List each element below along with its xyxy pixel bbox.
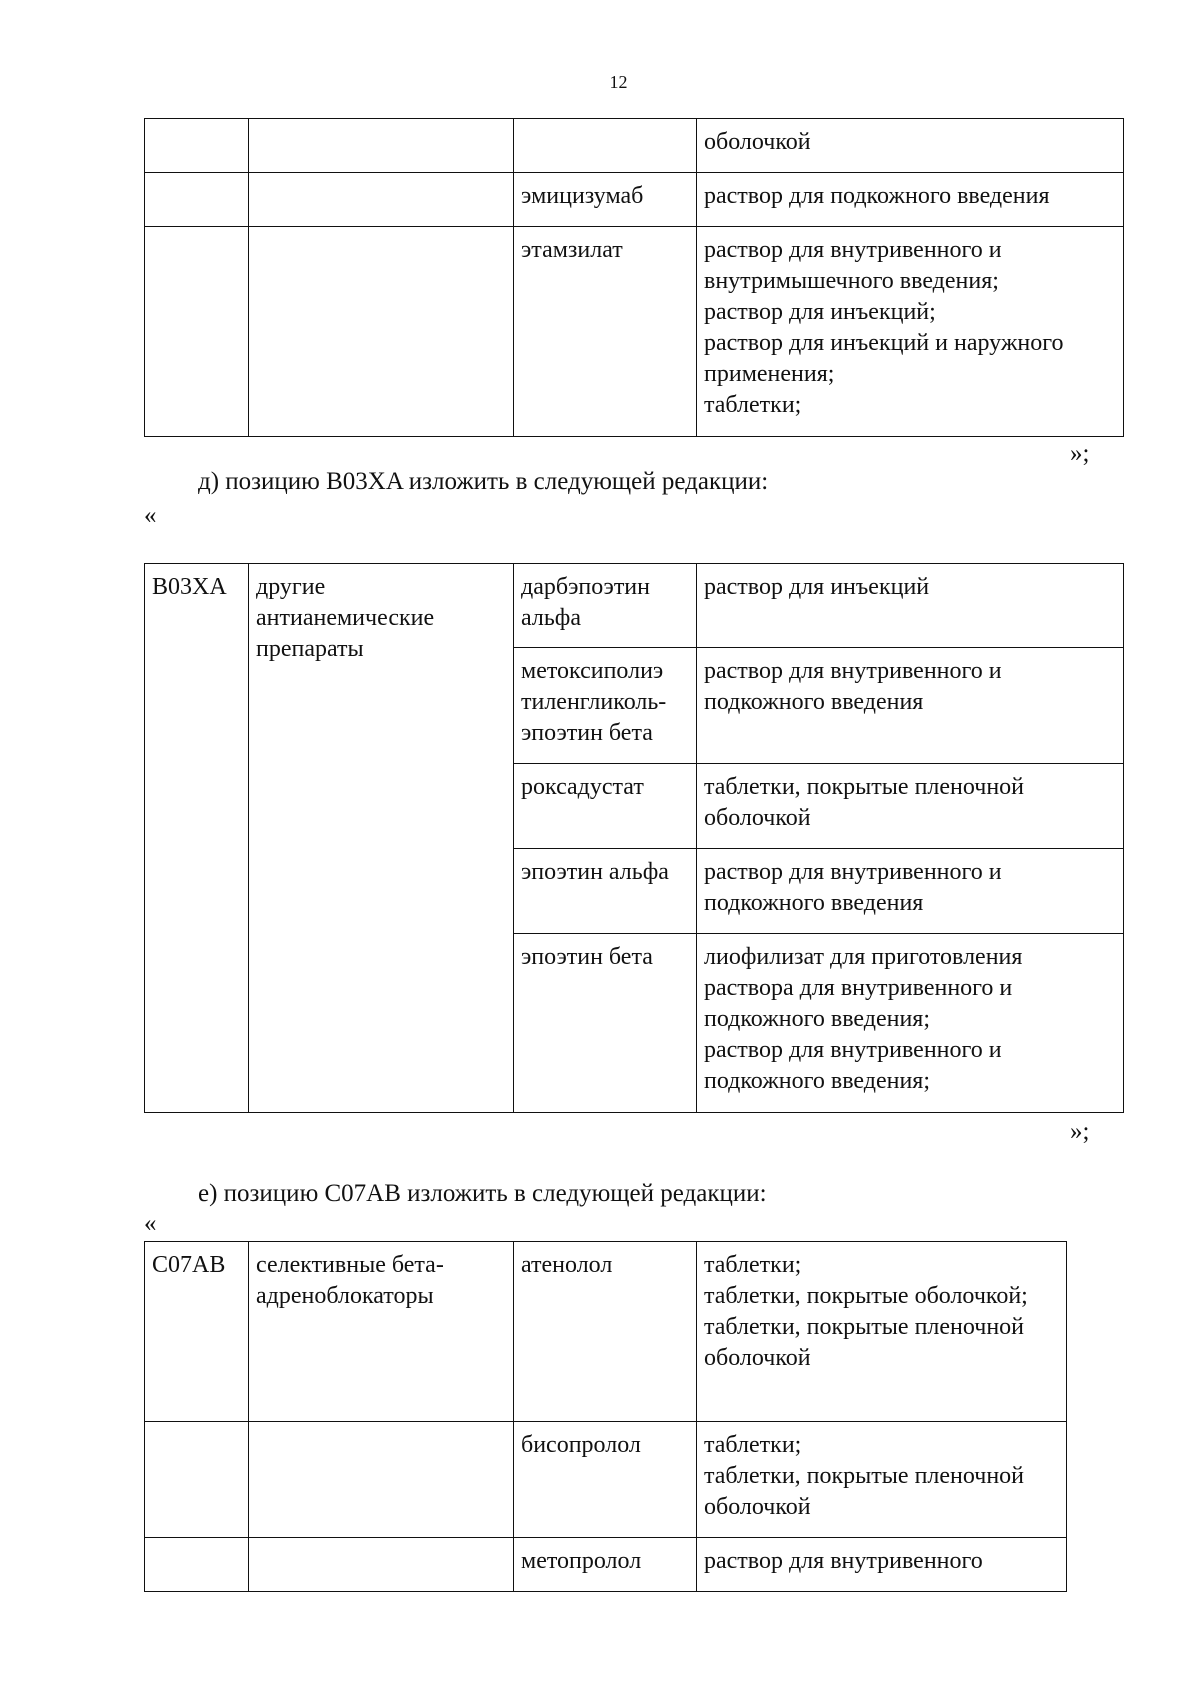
forms-cell — [697, 173, 1124, 227]
table-row — [145, 173, 1124, 227]
form-line: раствор для внутривенного и подкожного введения — [704, 658, 1002, 715]
form-line: раствор для внутривенного — [704, 1548, 983, 1574]
forms-cell — [697, 1538, 1067, 1592]
name-cell — [514, 119, 697, 173]
forms-cell — [697, 934, 1124, 1113]
code-cell — [145, 227, 249, 437]
group-cell — [249, 1538, 514, 1592]
code-cell — [145, 119, 249, 173]
form-line: таблетки, покрытые пленочной оболочкой — [704, 1463, 1025, 1520]
name-cell: метоксиполиэ тиленгликоль-эпоэтин бета — [514, 648, 697, 764]
form-line: оболочкой — [704, 129, 811, 155]
form-line: раствор для инъекций и наружного применения; — [704, 330, 1064, 387]
form-line: таблетки, покрытые оболочкой; — [704, 1283, 1028, 1309]
code-cell — [145, 1538, 249, 1592]
form-line: таблетки, покрытые пленочной оболочкой — [704, 774, 1025, 831]
forms-cell — [697, 648, 1124, 764]
group-cell — [249, 119, 514, 173]
page-number: 12 — [609, 72, 628, 92]
table-row — [145, 119, 1124, 173]
group-cell — [249, 227, 514, 437]
forms-cell — [697, 1242, 1067, 1422]
opening-quote: « — [144, 502, 157, 529]
forms-cell — [697, 849, 1124, 934]
name-cell: бисопролол — [514, 1422, 697, 1538]
forms-cell — [697, 119, 1124, 173]
name-cell: дарбэпоэтин альфа — [514, 564, 697, 648]
form-line: таблетки; — [704, 1432, 802, 1458]
table-row — [145, 564, 1124, 648]
form-line: лиофилизат для приготовления раствора для внутривенного и подкожного введения; — [704, 944, 1023, 1032]
table-row — [145, 227, 1124, 437]
form-line: раствор для инъекций; — [704, 299, 936, 325]
table-c07ab — [144, 1241, 1067, 1592]
closing-quote: »; — [1070, 440, 1090, 467]
closing-quote: »; — [1070, 1118, 1090, 1145]
form-line: таблетки; — [704, 392, 802, 418]
form-line: таблетки; — [704, 1252, 802, 1278]
table-continuation — [144, 118, 1124, 437]
forms-cell — [697, 764, 1124, 849]
group-cell — [249, 1422, 514, 1538]
code-cell — [145, 1422, 249, 1538]
name-cell: роксадустат — [514, 764, 697, 849]
opening-quote: « — [144, 1210, 157, 1237]
forms-cell — [697, 564, 1124, 648]
group-cell: селективные бета-адреноблокаторы — [249, 1242, 514, 1422]
form-line: раствор для внутривенного и подкожного введения; — [704, 1037, 1002, 1094]
section-d-text: д) позицию B03XA изложить в следующей редакции: — [198, 468, 769, 495]
table-row — [145, 1242, 1067, 1422]
form-line: раствор для внутривенного и внутримышечного введения; — [704, 237, 1002, 294]
code-cell: C07AB — [145, 1242, 249, 1422]
forms-cell — [697, 1422, 1067, 1538]
form-line: раствор для внутривенного и подкожного введения — [704, 859, 1002, 916]
table-row — [145, 1538, 1067, 1592]
group-cell — [249, 173, 514, 227]
forms-cell — [697, 227, 1124, 437]
name-cell: метопролол — [514, 1538, 697, 1592]
table-row — [145, 1422, 1067, 1538]
form-line: раствор для инъекций — [704, 574, 930, 600]
name-cell: эпоэтин бета — [514, 934, 697, 1113]
code-cell: B03XA — [145, 564, 249, 1113]
code-cell — [145, 173, 249, 227]
name-cell: эпоэтин альфа — [514, 849, 697, 934]
form-line: раствор для подкожного введения — [704, 183, 1050, 209]
name-cell: этамзилат — [514, 227, 697, 437]
name-cell: эмицизумаб — [514, 173, 697, 227]
name-cell: атенолол — [514, 1242, 697, 1422]
table-b03xa — [144, 563, 1124, 1113]
form-line: таблетки, покрытые пленочной оболочкой — [704, 1314, 1025, 1371]
group-cell: другие антианемические препараты — [249, 564, 514, 1113]
section-e-text: е) позицию C07AB изложить в следующей редакции: — [198, 1180, 767, 1207]
